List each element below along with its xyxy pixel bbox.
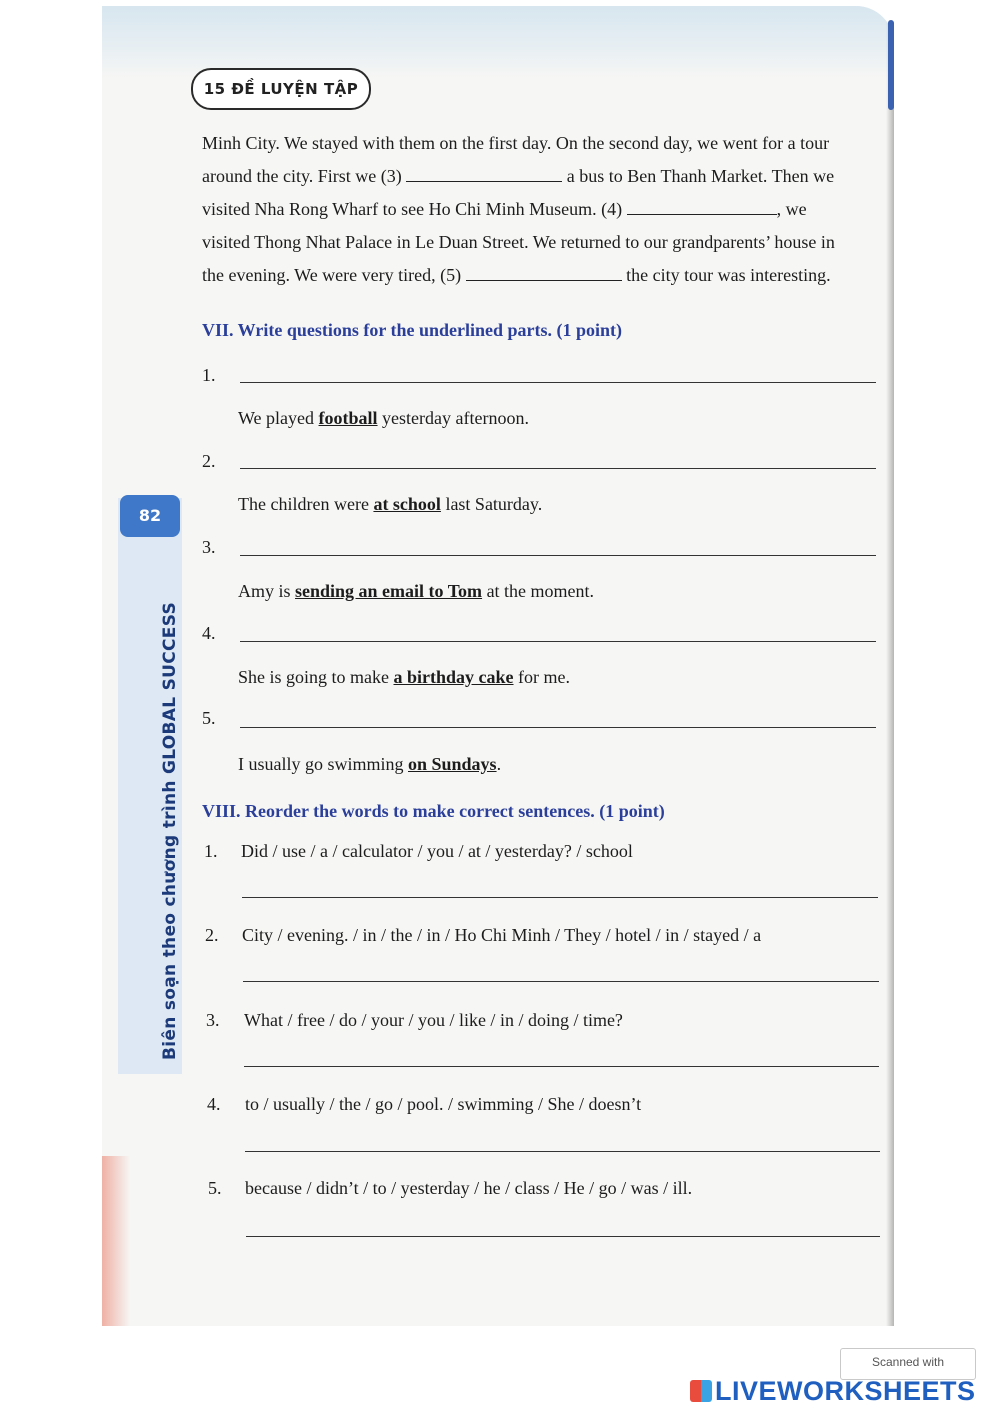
reading-passage — [202, 127, 882, 292]
section-7-heading: VII. Write questions for the underlined parts. (1 point) — [202, 320, 623, 340]
question-sentence: We played football yesterday afternoon. — [238, 408, 529, 428]
scrambled-words: Did / use / a / calculator / you / at / yesterday? / school — [241, 841, 633, 861]
question-number: 3. — [202, 537, 216, 557]
liveworksheets-icon — [690, 1380, 712, 1402]
question-number: 5. — [202, 708, 216, 728]
question-sentence: The children were at school last Saturday. — [238, 494, 543, 514]
brand-text: LIVEWORKSHEETS — [715, 1376, 976, 1406]
passage-line-1: Minh City. We stayed with them on the first day. On the second day, we went for a tour — [202, 133, 830, 153]
page-number: 82 — [120, 495, 180, 537]
exam-badge: 15 ĐỀ LUYỆN TẬP — [191, 68, 371, 110]
question-number: 3. — [206, 1010, 220, 1030]
question-number: 4. — [207, 1094, 221, 1114]
passage-line-3 — [202, 193, 882, 226]
answer-line[interactable] — [246, 1236, 880, 1237]
answer-line[interactable] — [245, 1151, 880, 1152]
question-number: 1. — [202, 365, 216, 385]
scanner-watermark: Scanned with — [840, 1348, 976, 1380]
answer-line[interactable] — [240, 641, 876, 642]
passage-text: , we — [776, 199, 807, 219]
passage-line-4: visited Thong Nhat Palace in Le Duan Street. We returned to our grandparents’ house in — [202, 232, 835, 252]
scrambled-words: because / didn’t / to / yesterday / he / class / He / go / was / ill. — [245, 1178, 693, 1198]
passage-text: around the city. First we (3) — [202, 166, 402, 186]
question-number: 4. — [202, 623, 216, 643]
scrambled-words: City / evening. / in / the / in / Ho Chi Minh / They / hotel / in / stayed / a — [242, 925, 762, 945]
blank-4[interactable] — [627, 198, 777, 215]
answer-line[interactable] — [240, 468, 876, 469]
question-number: 5. — [208, 1178, 222, 1198]
answer-line[interactable] — [242, 897, 878, 898]
answer-line[interactable] — [243, 981, 879, 982]
scan-smudge — [102, 1156, 130, 1326]
passage-text: a bus to Ben Thanh Market. Then we — [566, 166, 835, 186]
passage-text: the city tour was interesting. — [626, 265, 831, 285]
page-edge-shadow — [886, 6, 894, 1326]
series-title: Biên soạn theo chương trình GLOBAL SUCCESS — [160, 601, 180, 1060]
underlined-part: on Sundays — [408, 754, 497, 774]
page-edge-marker — [888, 20, 894, 110]
blank-3[interactable] — [406, 165, 562, 182]
answer-line[interactable] — [240, 727, 876, 728]
section-8-heading: VIII. Reorder the words to make correct sentences. (1 point) — [202, 801, 665, 821]
passage-line-5 — [202, 259, 882, 292]
underlined-part: at school — [373, 494, 441, 514]
question-sentence: Amy is sending an email to Tom at the moment. — [238, 581, 595, 601]
question-sentence: I usually go swimming on Sundays. — [238, 754, 502, 774]
scrambled-words: What / free / do / your / you / like / in / doing / time? — [244, 1010, 623, 1030]
answer-line[interactable] — [244, 1066, 879, 1067]
passage-text: the evening. We were very tired, (5) — [202, 265, 462, 285]
passage-text: visited Nha Rong Wharf to see Ho Chi Minh Museum. (4) — [202, 199, 623, 219]
question-sentence: She is going to make a birthday cake for me. — [238, 667, 570, 687]
answer-line[interactable] — [240, 382, 876, 383]
question-number: 2. — [202, 451, 216, 471]
question-number: 1. — [204, 841, 218, 861]
passage-line-2 — [202, 160, 882, 193]
scrambled-words: to / usually / the / go / pool. / swimming / She / doesn’t — [245, 1094, 642, 1114]
answer-line[interactable] — [240, 555, 876, 556]
underlined-part: football — [318, 408, 378, 428]
liveworksheets-logo — [690, 1376, 976, 1406]
underlined-part: a birthday cake — [393, 667, 514, 687]
underlined-part: sending an email to Tom — [295, 581, 483, 601]
question-number: 2. — [205, 925, 219, 945]
blank-5[interactable] — [466, 264, 622, 281]
